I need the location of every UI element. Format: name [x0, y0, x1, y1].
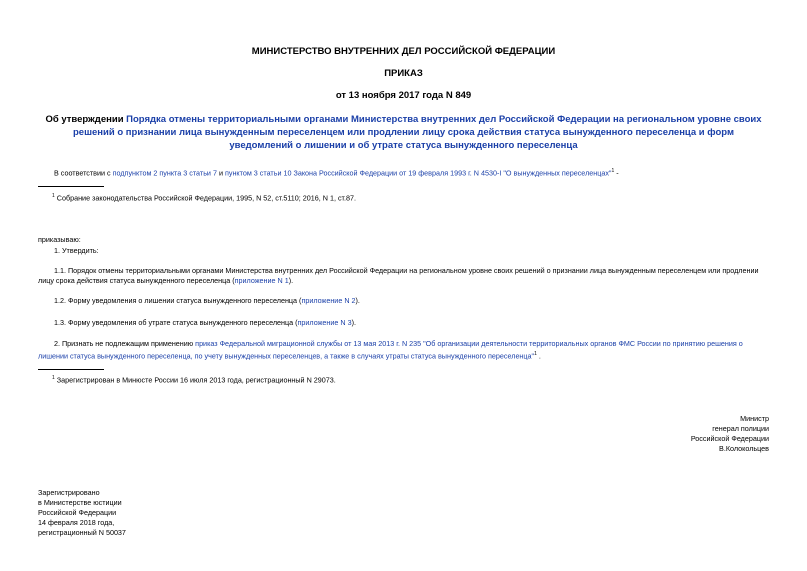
ministry-heading: МИНИСТЕРСТВО ВНУТРЕННИХ ДЕЛ РОССИЙСКОЙ ФЕДЕРАЦИИ	[251, 46, 556, 57]
registration-line-2: в Министерстве юстиции	[38, 498, 122, 507]
registration-line-5: регистрационный N 50037	[38, 528, 126, 537]
title-prefix: Об утверждении	[45, 114, 127, 125]
footnote-2-mark: 1	[52, 375, 55, 381]
fms-order-link[interactable]: приказ Федеральной миграционной службы от 13 мая 2013 г. N 235 "Об организации деятельности территориальных органов ФМС России по принятию решения о лишении статуса вынужденного переселенца, по учету вынужденных переселенцев, а также в случаях утраты статуса вынужденного переселенца"	[38, 339, 743, 361]
item-1-2-end: ).	[355, 296, 360, 305]
item-1-1-text: 1.1. Порядок отмены территориальными органами Министерства внутренних дел Российской Федерации на региональном уровне своих решений о признании лица вынужденным переселенцем или продлении лицу срока действия статуса вынужденного переселенца (	[38, 266, 759, 285]
appendix-2-link[interactable]: приложение N 2	[301, 296, 356, 305]
orders-line: приказываю:	[38, 235, 81, 244]
registration-line-1: Зарегистрировано	[38, 488, 100, 497]
appendix-1-link[interactable]: приложение N 1	[234, 276, 289, 285]
document-title	[42, 113, 765, 152]
item-1-1	[38, 266, 773, 286]
footnote-1-text: Собрание законодательства Российской Федерации, 1995, N 52, ст.5110; 2016, N 1, ст.87.	[56, 193, 357, 203]
footnote-2-text: Зарегистрирован в Минюсте России 16 июля 2013 года, регистрационный N 29073.	[56, 375, 336, 385]
footnote-mark: 1	[611, 168, 615, 174]
preamble-link-1[interactable]: подпунктом 2 пункта 3 статьи 7	[112, 168, 217, 178]
title-link[interactable]: Порядка отмены территориальными органами Министерства внутренних дел Российской Федерации на региональном уровне своих решений о признании лица вынужденным переселенцем или продлении лицу срока действия статуса вынужденного переселенца и форм уведомлений о лишении и об утрате статуса вынужденного переселенца	[73, 114, 762, 151]
preamble-text: В соответствии с	[54, 168, 113, 178]
registration-block	[38, 488, 126, 538]
document-date: от 13 ноября 2017 года N 849	[335, 90, 472, 101]
item-2-mark: 1	[534, 351, 537, 357]
appendix-3-link[interactable]: приложение N 3	[297, 318, 352, 327]
footnote-1-mark: 1	[52, 193, 55, 199]
item-2	[38, 339, 773, 361]
preamble-mid: и	[216, 168, 225, 178]
footnote-1	[52, 191, 752, 203]
footnote-2	[52, 373, 752, 385]
footnote-divider-2	[38, 369, 104, 370]
signature-block	[691, 414, 769, 454]
preamble	[54, 166, 774, 178]
preamble-end: -	[614, 168, 619, 178]
document-type: ПРИКАЗ	[384, 68, 423, 79]
item-1-1-end: ).	[288, 276, 294, 285]
signature-country: Российской Федерации	[690, 434, 769, 443]
item-2-text: 2. Признать не подлежащим применению	[54, 339, 196, 348]
footnote-divider	[38, 186, 104, 187]
item-1-3-end: ).	[351, 318, 356, 327]
item-1: 1. Утвердить:	[54, 246, 99, 255]
registration-line-3: Российской Федерации	[38, 508, 117, 517]
preamble-link-2[interactable]: пунктом 3 статьи 10 Закона Российской Федерации от 19 февраля 1993 г. N 4530-I "О вынужденных переселенцах"	[224, 168, 612, 178]
signature-name: В.Колокольцев	[719, 444, 769, 453]
item-2-end: .	[536, 351, 541, 361]
signature-rank: генерал полиции	[712, 424, 769, 433]
item-1-3	[54, 318, 356, 328]
item-1-2	[54, 296, 360, 306]
item-1-3-text: 1.3. Форму уведомления об утрате статуса вынужденного переселенца (	[54, 318, 298, 327]
item-1-2-text: 1.2. Форму уведомления о лишении статуса вынужденного переселенца (	[54, 296, 302, 305]
signature-title: Министр	[740, 414, 769, 423]
registration-line-4: 14 февраля 2018 года,	[38, 518, 115, 527]
